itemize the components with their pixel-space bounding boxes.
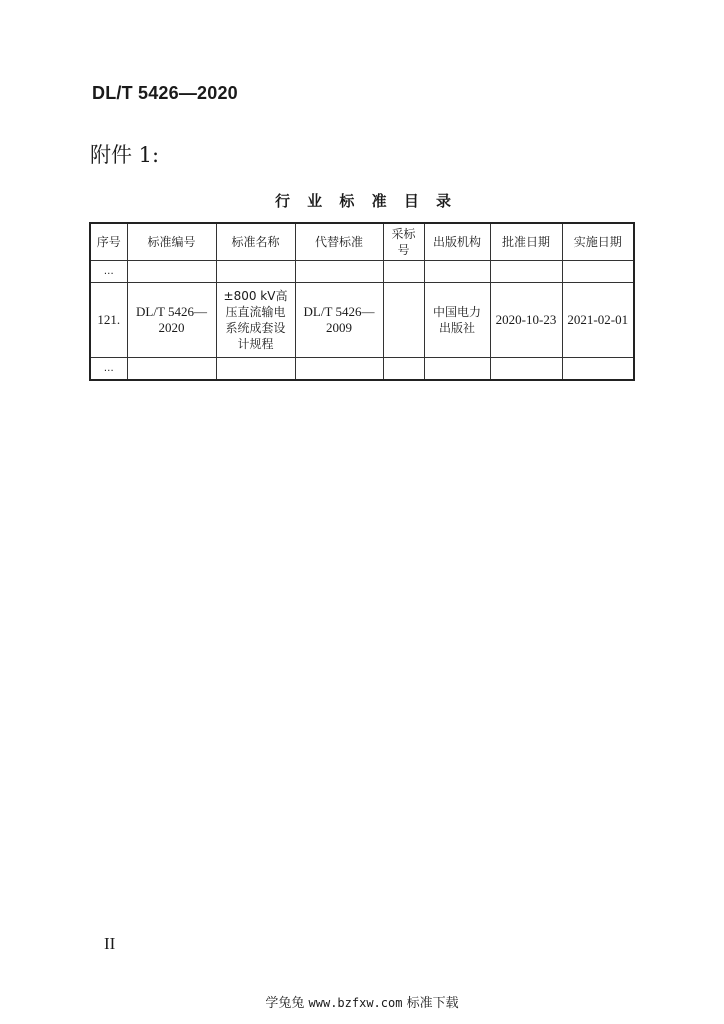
cell-approval-date: 2020-10-23 [490, 283, 562, 358]
cell-publisher: 中国电力出版社 [424, 283, 490, 358]
ellipsis-cell: … [90, 261, 127, 283]
empty-cell [216, 358, 295, 381]
empty-cell [562, 358, 634, 381]
column-header-approval-date: 批准日期 [490, 223, 562, 261]
table-header-row [90, 223, 634, 261]
column-header-std-no: 标准编号 [127, 223, 216, 261]
column-header-replaces: 代替标准 [295, 223, 383, 261]
empty-cell [383, 261, 424, 283]
footer-site-link[interactable]: www.bzfxw.com [308, 996, 403, 1010]
page-number: II [104, 934, 116, 953]
standards-catalog-table [89, 222, 635, 381]
empty-cell [490, 261, 562, 283]
document-code: DL/T 5426—2020 [92, 83, 238, 103]
cell-replaces: DL/T 5426—2009 [295, 283, 383, 358]
empty-cell [562, 261, 634, 283]
cell-std-no: DL/T 5426—2020 [127, 283, 216, 358]
table-row-ellipsis-bottom [90, 358, 634, 381]
column-header-publisher: 出版机构 [424, 223, 490, 261]
empty-cell [295, 261, 383, 283]
empty-cell [424, 358, 490, 381]
column-header-seq: 序号 [90, 223, 127, 261]
empty-cell [490, 358, 562, 381]
cell-name: ±800 kV高压直流输电系统成套设计规程 [216, 283, 295, 358]
ellipsis-cell: … [90, 358, 127, 381]
footer-text: 标准下载 [406, 996, 459, 1011]
cell-effective-date: 2021-02-01 [562, 283, 634, 358]
empty-cell [383, 358, 424, 381]
empty-cell [127, 358, 216, 381]
attachment-label: 附件 1: [90, 143, 160, 167]
empty-cell [424, 261, 490, 283]
column-header-effective-date: 实施日期 [562, 223, 634, 261]
cell-seq: 121. [90, 283, 127, 358]
footer-watermark [0, 992, 724, 1011]
footer-brand: 学兔兔 [265, 996, 305, 1011]
table-row-ellipsis-top [90, 261, 634, 283]
empty-cell [216, 261, 295, 283]
cell-adopted-no [383, 283, 424, 358]
table-title: 行 业 标 准 目 录 [274, 192, 458, 210]
table-row [90, 283, 634, 358]
empty-cell [295, 358, 383, 381]
empty-cell [127, 261, 216, 283]
column-header-name: 标准名称 [216, 223, 295, 261]
column-header-adopted-no: 采标号 [383, 223, 424, 261]
